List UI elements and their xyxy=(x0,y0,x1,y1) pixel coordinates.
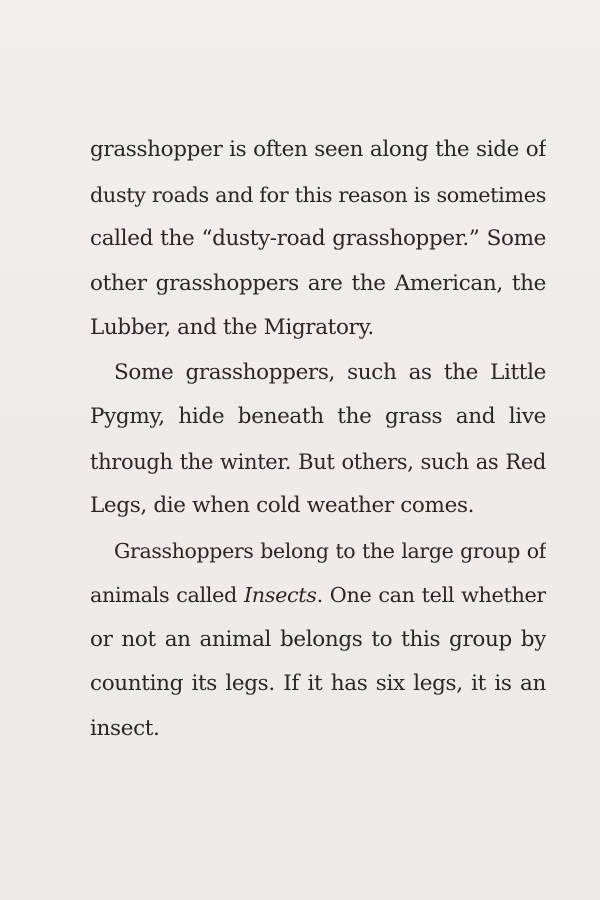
text-line-with-italic xyxy=(90,573,546,618)
paragraph-2 xyxy=(90,351,546,529)
text-line: Legs, die when cold weather comes. xyxy=(90,493,475,518)
text-line: through the winter. But others, such as Red xyxy=(90,449,546,474)
text-line: Pygmy, hide beneath the grass and live xyxy=(90,404,546,429)
text-line: dusty roads and for this reason is sometimes xyxy=(90,182,546,207)
paragraph-1 xyxy=(90,128,546,351)
text-line: other grasshoppers are the American, the xyxy=(90,270,546,296)
italic-term: Insects xyxy=(243,583,317,607)
text-segment: animals called xyxy=(90,583,244,607)
body-text xyxy=(90,128,546,751)
text-line: counting its legs. If it has six legs, it is an xyxy=(90,671,546,696)
paragraph-3 xyxy=(90,529,546,752)
text-line: Grasshoppers belong to the large group of xyxy=(114,538,546,563)
text-segment: . One can tell whether xyxy=(316,583,546,607)
text-line: insect. xyxy=(90,715,160,741)
text-line: grasshopper is often seen along the side of xyxy=(90,137,546,162)
text-line: Some grasshoppers, such as the Little xyxy=(114,359,546,385)
text-line: Lubber, and the Migratory. xyxy=(90,315,374,340)
text-line: or not an animal belongs to this group by xyxy=(90,626,546,652)
text-line: called the “dusty-road grasshopper.” Some xyxy=(90,226,546,251)
